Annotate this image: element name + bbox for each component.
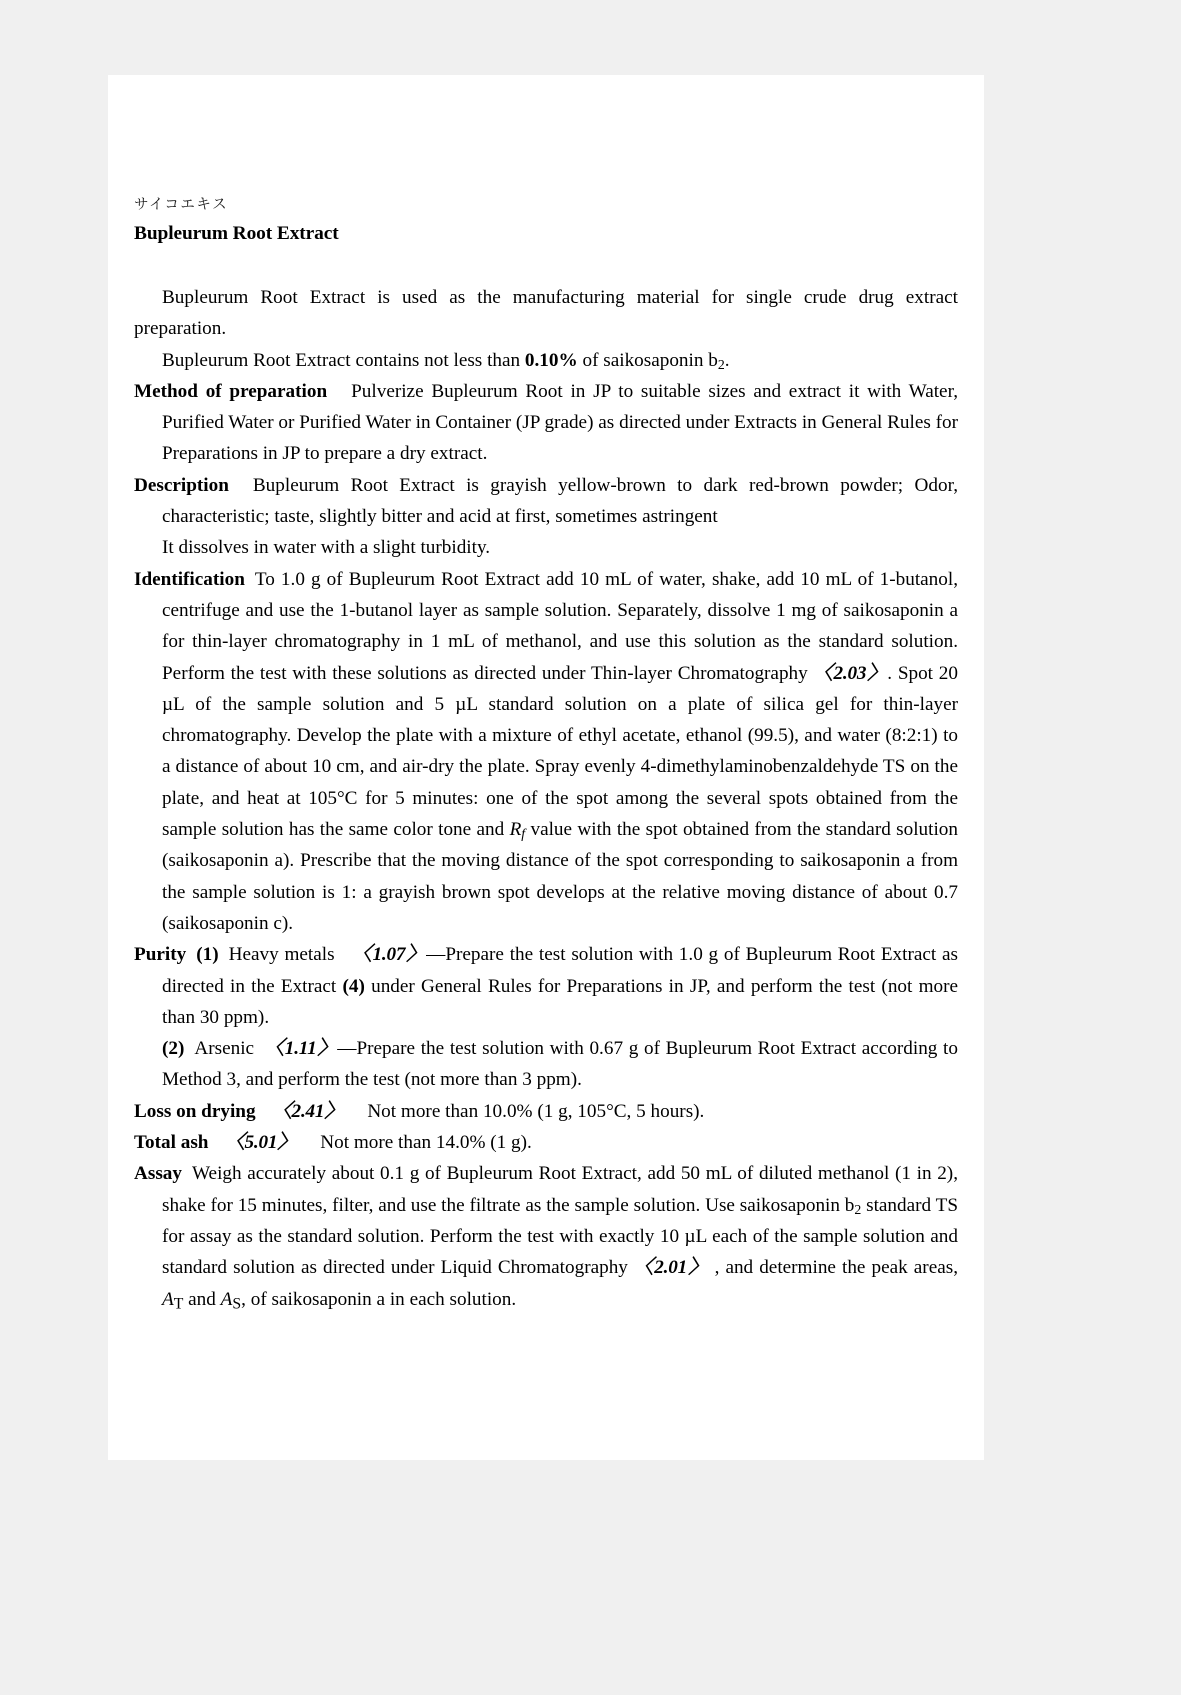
peak-area-as-subscript: S [232,1294,242,1312]
subscript-b2-assay: 2 [854,1201,862,1217]
section-heading-description: Description [134,474,229,496]
section-heading-identification: Identification [134,568,245,590]
section-heading-method: Method of preparation [134,380,328,402]
intro-line-2-post: of saikosaponin b [577,349,718,371]
purity-item-1-body-b: under General Rules for Preparations in JP, and perform the test (not more than 30 ppm). [162,975,958,1028]
reference-2-41: 〈2.41〉 [272,1100,344,1122]
assay-part-2: standard TS for assay as the standard solution. Perform the test with exactly 10 µL each of the sample solution and standard solution as directed under Liquid Chromatography [162,1194,958,1279]
identification-part-2: . Spot 20 µL of the sample solution and 5 µL standard solution on a plate of silica gel for thin-layer chromatography. Develop the plate with a mixture of ethyl acetate, ethanol (99.5), and water (8:2:1) to a distance of about 10 cm, and air-dry the plate. Spray evenly 4-dimethylaminobenzaldehyde TS on the plate, and heat at 105°C for 5 minutes: one of the spot among the several spots obtained from the sample solution has the same color tone and [162,662,958,841]
section-method-of-preparation [134,376,958,470]
section-purity-item-1 [134,939,958,1033]
page-content [134,195,958,1315]
section-heading-assay: Assay [134,1163,182,1185]
section-body-description: Bupleurum Root Extract is grayish yellow-brown to dark red-brown powder; Odor, characteristic; taste, slightly bitter and acid at first, sometimes astringent [162,474,958,528]
document-page [108,75,984,1460]
peak-area-as-symbol: A [220,1288,233,1310]
assay-part-1: Weigh accurately about 0.1 g of Bupleurum Root Extract, add 50 mL of diluted methanol (1 in 2), shake for 15 minutes, filter, and use the filtrate as the sample solution. Use saikosaponin b [162,1163,958,1216]
rf-symbol: R [509,819,522,841]
section-heading-purity: Purity [134,944,187,966]
purity-item-1-extract-number: (4) [342,975,365,997]
section-purity-item-2 [134,1033,958,1096]
reference-2-01: 〈2.01〉 [633,1257,709,1279]
intro-line-2-pre: Bupleurum Root Extract contains not less than [162,349,525,371]
subscript-b2: 2 [717,356,725,372]
description-sub-paragraph [134,532,958,563]
intro-paragraph-1 [134,282,958,345]
total-ash-value: Not more than 14.0% (1 g). [320,1132,532,1154]
page-title: Bupleurum Root Extract [134,223,339,244]
purity-item-2-body: —Prepare the test solution with 0.67 g of Bupleurum Root Extract according to Method 3, and perform the test (not more than 3 ppm). [162,1038,958,1091]
section-body-method: Pulverize Bupleurum Root in JP to suitable sizes and extract it with Water, Purified Water or Purified Water in Container (JP grade) as directed under Extracts in General Rules for Preparations in JP to prepare a dry extract. [162,380,958,465]
description-solubility-text: It dissolves in water with a slight turbidity. [162,537,491,559]
assay-part-3: , and determine the peak areas, [708,1257,958,1279]
section-heading-total-ash: Total ash [134,1132,209,1154]
reference-1-07: 〈1.07〉 [351,944,427,966]
assay-part-5: , of saikosaponin a in each solution. [241,1288,517,1310]
loss-on-drying-value: Not more than 10.0% (1 g, 105°C, 5 hours). [367,1100,705,1122]
section-loss-on-drying [134,1096,958,1127]
peak-area-at-symbol: A [162,1288,174,1310]
section-assay [134,1158,958,1314]
purity-item-2-label: Arsenic [194,1038,255,1060]
purity-item-2-number: (2) [162,1038,185,1060]
reference-5-01: 〈5.01〉 [225,1132,297,1154]
reference-1-11: 〈1.11〉 [264,1038,338,1060]
purity-item-1-number: (1) [196,944,219,966]
reference-2-03: 〈2.03〉 [813,662,888,684]
section-identification [134,564,958,940]
saikosaponin-content-value: 0.10% [524,349,578,371]
identification-part-3: value with the spot obtained from the standard solution (saikosaponin a). Prescribe that the moving distance of the spot corresponding to saikosaponin a from the sample solution is 1: a grayish brown spot develops at the relative moving distance of about 0.7 (saikosaponin c). [162,819,958,934]
purity-item-1-body-a: —Prepare the test solution with 1.0 g of Bupleurum Root Extract as directed in the Extract [162,944,958,997]
identification-part-1: To 1.0 g of Bupleurum Root Extract add 10 mL of water, shake, add 10 mL of 1-butanol, centrifuge and use the 1-butanol layer as sample solution. Separately, dissolve 1 mg of saikosaponin a for thin-layer chromatography in 1 mL of methanol, and use this solution as the standard solution. Perform the test with these solutions as directed under Thin-layer Chromatography [162,568,958,684]
section-total-ash [134,1127,958,1158]
assay-part-4: and [183,1288,221,1310]
peak-area-at-subscript: T [173,1294,184,1312]
purity-item-1-label: Heavy metals [228,944,335,966]
section-description [134,470,958,533]
intro-line-2-end: . [724,349,730,371]
japanese-title: サイコエキス [134,197,229,213]
section-heading-loss-on-drying: Loss on drying [134,1100,256,1122]
intro-paragraph-2 [134,345,958,376]
intro-line-1: Bupleurum Root Extract is used as the manufacturing material for single crude drug extract preparation. [134,287,958,340]
rf-subscript: f [521,826,526,842]
